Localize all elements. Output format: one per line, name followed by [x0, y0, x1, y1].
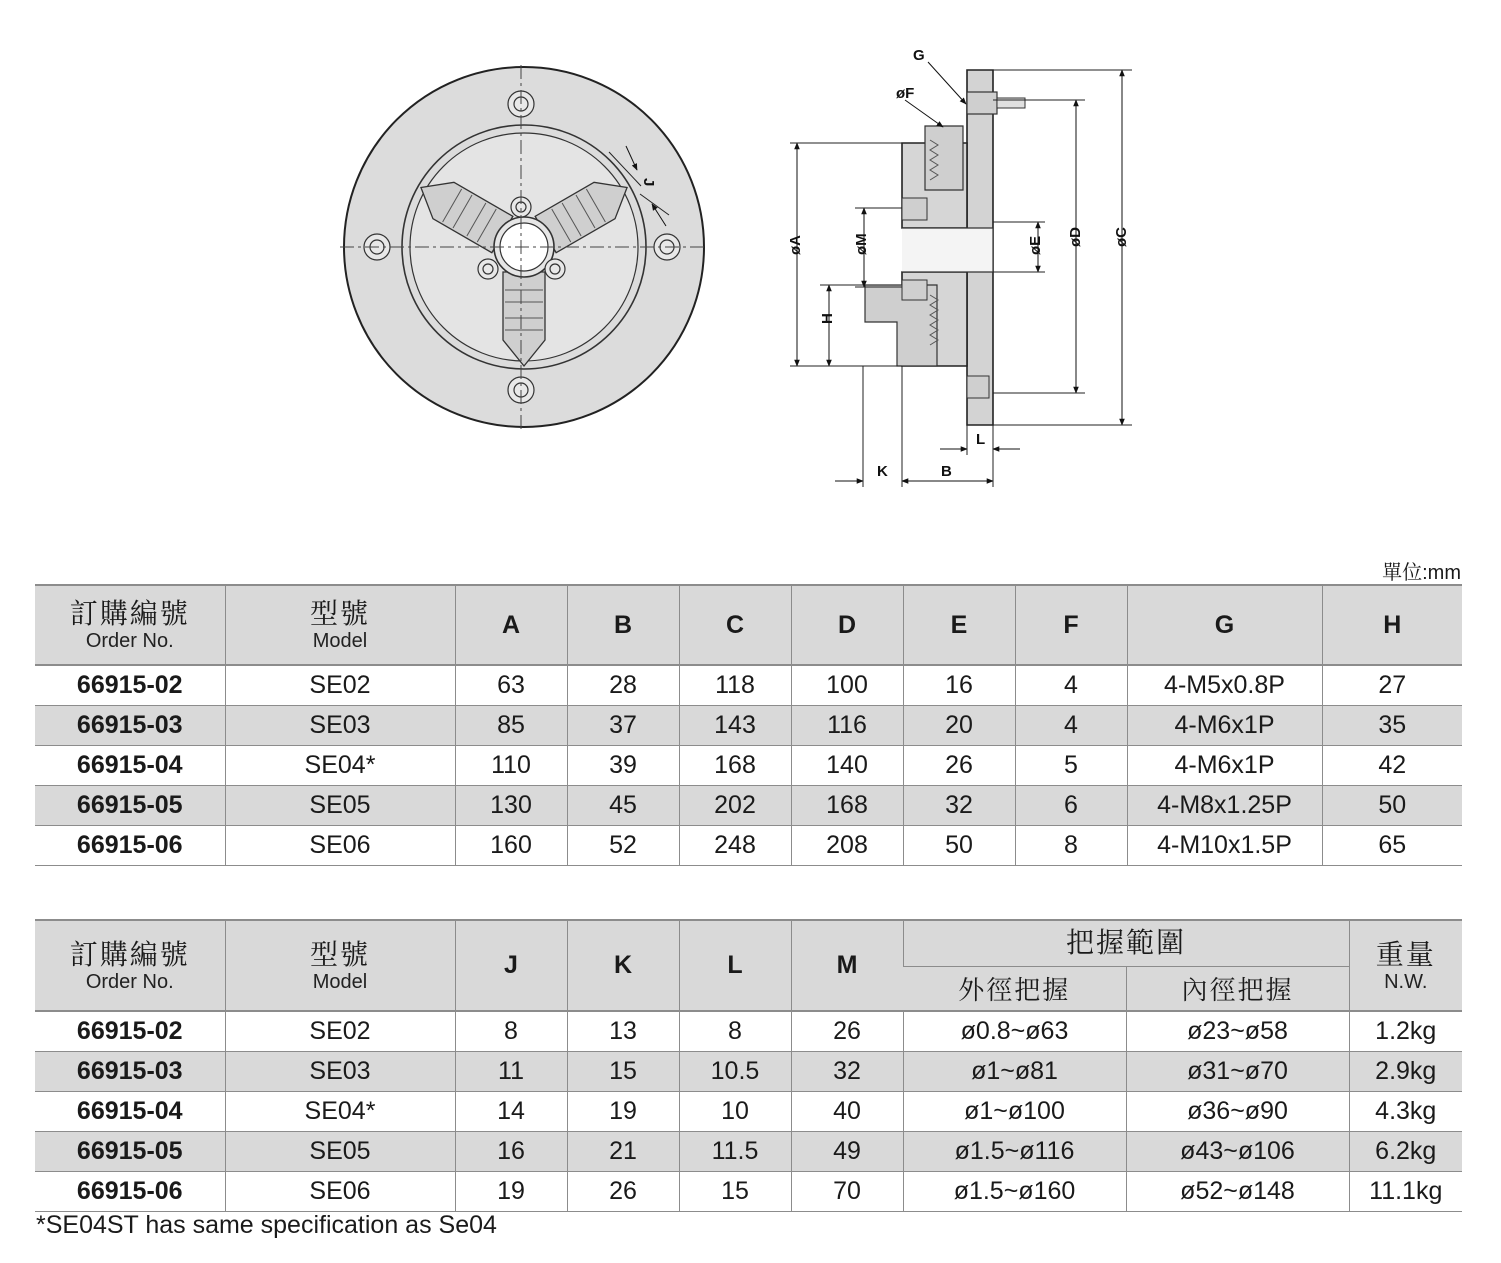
value-cell: 10 — [679, 1092, 791, 1132]
value-cell: 50 — [903, 826, 1015, 866]
header-model: 型號 Model — [225, 585, 455, 665]
dim-label-c: øC — [1113, 227, 1130, 247]
value-cell: 4-M8x1.25P — [1127, 786, 1322, 826]
value-cell: 16 — [903, 665, 1015, 706]
value-cell: 19 — [567, 1092, 679, 1132]
order-no-cell: 66915-05 — [35, 1132, 225, 1172]
value-cell: 4 — [1015, 706, 1127, 746]
value-cell: 4-M10x1.5P — [1127, 826, 1322, 866]
model-cell: SE03 — [225, 1052, 455, 1092]
table-row — [35, 1092, 1462, 1132]
value-cell: 35 — [1322, 706, 1462, 746]
dim-label-g: G — [913, 47, 925, 64]
weight-cell: 1.2kg — [1349, 1011, 1462, 1052]
order-no-cell: 66915-06 — [35, 826, 225, 866]
model-cell: SE03 — [225, 706, 455, 746]
value-cell: 140 — [791, 746, 903, 786]
value-cell: 248 — [679, 826, 791, 866]
header-col-b: B — [567, 585, 679, 665]
value-cell: 8 — [679, 1011, 791, 1052]
value-cell: 13 — [567, 1011, 679, 1052]
value-cell: 202 — [679, 786, 791, 826]
header-col-l: L — [679, 920, 791, 1011]
inner-grip-cell: ø31~ø70 — [1126, 1052, 1349, 1092]
header-outer-grip: 外徑把握 — [903, 966, 1126, 1011]
value-cell: 110 — [455, 746, 567, 786]
unit-label: 單位:mm — [1382, 562, 1461, 584]
model-cell: SE02 — [225, 1011, 455, 1052]
header-weight: 重量 N.W. — [1349, 920, 1462, 1011]
model-cell: SE05 — [225, 1132, 455, 1172]
value-cell: 5 — [1015, 746, 1127, 786]
header-col-d: D — [791, 585, 903, 665]
value-cell: 130 — [455, 786, 567, 826]
value-cell: 208 — [791, 826, 903, 866]
header-inner-grip: 內徑把握 — [1126, 966, 1349, 1011]
value-cell: 49 — [791, 1132, 903, 1172]
header-order-no: 訂購編號 Order No. — [35, 920, 225, 1011]
value-cell: 26 — [903, 746, 1015, 786]
value-cell: 32 — [903, 786, 1015, 826]
dim-label-j: J — [640, 178, 657, 187]
outer-grip-cell: ø1~ø81 — [903, 1052, 1126, 1092]
header-model: 型號 Model — [225, 920, 455, 1011]
value-cell: 6 — [1015, 786, 1127, 826]
model-cell: SE06 — [225, 1172, 455, 1212]
value-cell: 20 — [903, 706, 1015, 746]
value-cell: 118 — [679, 665, 791, 706]
order-no-cell: 66915-04 — [35, 1092, 225, 1132]
value-cell: 16 — [455, 1132, 567, 1172]
value-cell: 143 — [679, 706, 791, 746]
outer-grip-cell: ø1.5~ø160 — [903, 1172, 1126, 1212]
header-col-h: H — [1322, 585, 1462, 665]
value-cell: 8 — [455, 1011, 567, 1052]
dim-label-e: øE — [1027, 235, 1044, 255]
inner-grip-cell: ø52~ø148 — [1126, 1172, 1349, 1212]
side-view — [787, 47, 1132, 487]
value-cell: 160 — [455, 826, 567, 866]
header-col-g: G — [1127, 585, 1322, 665]
weight-cell: 11.1kg — [1349, 1172, 1462, 1212]
value-cell: 85 — [455, 706, 567, 746]
header-col-f: F — [1015, 585, 1127, 665]
weight-cell: 2.9kg — [1349, 1052, 1462, 1092]
footnote: *SE04ST has same specification as Se04 — [36, 1211, 497, 1239]
value-cell: 32 — [791, 1052, 903, 1092]
dim-label-f: øF — [896, 85, 915, 102]
outer-grip-cell: ø0.8~ø63 — [903, 1011, 1126, 1052]
value-cell: 27 — [1322, 665, 1462, 706]
header-col-k: K — [567, 920, 679, 1011]
header-col-j: J — [455, 920, 567, 1011]
order-no-cell: 66915-02 — [35, 665, 225, 706]
table-row — [35, 1132, 1462, 1172]
value-cell: 8 — [1015, 826, 1127, 866]
inner-grip-cell: ø36~ø90 — [1126, 1092, 1349, 1132]
table-row — [35, 1052, 1462, 1092]
order-no-cell: 66915-05 — [35, 786, 225, 826]
value-cell: 45 — [567, 786, 679, 826]
model-cell: SE06 — [225, 826, 455, 866]
dim-label-h: H — [819, 313, 836, 324]
order-no-cell: 66915-02 — [35, 1011, 225, 1052]
table-row — [35, 746, 1462, 786]
front-view — [340, 65, 708, 430]
outer-grip-cell: ø1.5~ø116 — [903, 1132, 1126, 1172]
value-cell: 116 — [791, 706, 903, 746]
value-cell: 50 — [1322, 786, 1462, 826]
inner-grip-cell: ø23~ø58 — [1126, 1011, 1349, 1052]
model-cell: SE04* — [225, 746, 455, 786]
value-cell: 15 — [679, 1172, 791, 1212]
model-cell: SE05 — [225, 786, 455, 826]
chuck-drawings — [0, 0, 1501, 540]
dim-label-b: B — [941, 463, 952, 480]
spec-table-gripping — [35, 919, 1462, 1212]
outer-grip-cell: ø1~ø100 — [903, 1092, 1126, 1132]
dim-label-m: øM — [853, 233, 870, 255]
header-grip-range: 把握範圍 — [903, 920, 1349, 966]
header-order-no: 訂購編號 Order No. — [35, 585, 225, 665]
dim-label-d: øD — [1067, 227, 1084, 247]
weight-cell: 6.2kg — [1349, 1132, 1462, 1172]
value-cell: 11.5 — [679, 1132, 791, 1172]
value-cell: 4-M6x1P — [1127, 746, 1322, 786]
header-col-a: A — [455, 585, 567, 665]
table-row — [35, 706, 1462, 746]
value-cell: 4-M5x0.8P — [1127, 665, 1322, 706]
order-no-cell: 66915-04 — [35, 746, 225, 786]
header-col-e: E — [903, 585, 1015, 665]
value-cell: 168 — [791, 786, 903, 826]
value-cell: 37 — [567, 706, 679, 746]
weight-cell: 4.3kg — [1349, 1092, 1462, 1132]
table-row — [35, 665, 1462, 706]
value-cell: 70 — [791, 1172, 903, 1212]
value-cell: 21 — [567, 1132, 679, 1172]
model-cell: SE04* — [225, 1092, 455, 1132]
value-cell: 10.5 — [679, 1052, 791, 1092]
value-cell: 4-M6x1P — [1127, 706, 1322, 746]
dim-label-l: L — [976, 431, 986, 448]
table-row — [35, 1011, 1462, 1052]
dim-label-a: øA — [787, 235, 804, 255]
value-cell: 100 — [791, 665, 903, 706]
order-no-cell: 66915-03 — [35, 1052, 225, 1092]
value-cell: 11 — [455, 1052, 567, 1092]
value-cell: 4 — [1015, 665, 1127, 706]
value-cell: 65 — [1322, 826, 1462, 866]
table-row — [35, 826, 1462, 866]
value-cell: 26 — [791, 1011, 903, 1052]
order-no-cell: 66915-06 — [35, 1172, 225, 1212]
inner-grip-cell: ø43~ø106 — [1126, 1132, 1349, 1172]
spec-table-dimensions — [35, 584, 1462, 866]
value-cell: 52 — [567, 826, 679, 866]
order-no-cell: 66915-03 — [35, 706, 225, 746]
value-cell: 168 — [679, 746, 791, 786]
header-col-m: M — [791, 920, 903, 1011]
model-cell: SE02 — [225, 665, 455, 706]
value-cell: 63 — [455, 665, 567, 706]
header-col-c: C — [679, 585, 791, 665]
value-cell: 42 — [1322, 746, 1462, 786]
table-row — [35, 786, 1462, 826]
value-cell: 19 — [455, 1172, 567, 1212]
value-cell: 14 — [455, 1092, 567, 1132]
value-cell: 40 — [791, 1092, 903, 1132]
value-cell: 15 — [567, 1052, 679, 1092]
value-cell: 26 — [567, 1172, 679, 1212]
value-cell: 39 — [567, 746, 679, 786]
dim-label-k: K — [877, 463, 888, 480]
value-cell: 28 — [567, 665, 679, 706]
table-row — [35, 1172, 1462, 1212]
